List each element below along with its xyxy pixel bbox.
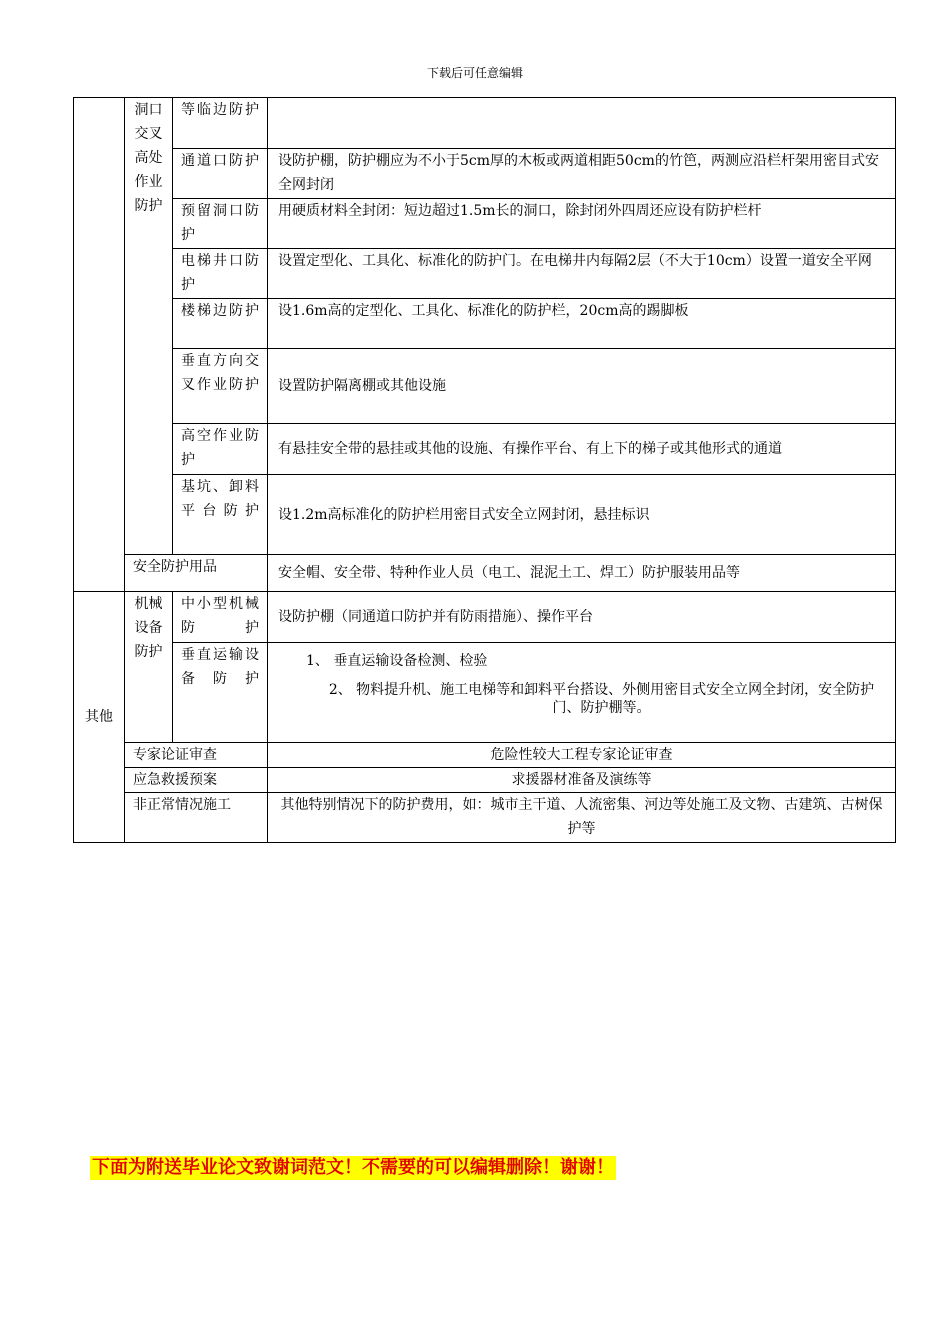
table-row [74, 475, 896, 555]
item-content: 设防护棚，防护棚应为不小于5cm厚的木板或两道相距50cm的竹笆，两测应沿栏杆架用密目式安全网封闭 [268, 149, 896, 199]
appendix-note: 下面为附送毕业论文致谢词范文！不需要的可以编辑删除！谢谢！ [92, 1157, 614, 1178]
table-row [74, 199, 896, 249]
item-content: 危险性较大工程专家论证审查 [268, 743, 896, 768]
category-other: 其他 [74, 592, 125, 843]
item-content: 设防护棚（同通道口防护并有防雨措施）、操作平台 [268, 592, 896, 643]
item-content: 用硬质材料全封闭：短边超过1.5m长的洞口，除封闭外四周还应设有防护栏杆 [268, 199, 896, 249]
list-item: 2、 物料提升机、施工电梯等和卸料平台搭设、外侧用密目式安全立网全封闭，安全防护门、防护棚等。 [328, 682, 875, 716]
page-header: 下载后可任意编辑 [426, 66, 523, 80]
item-label: 高空作业防护 [173, 424, 268, 475]
table-row [74, 349, 896, 424]
blank-category-cell [74, 98, 125, 592]
table-row [74, 299, 896, 349]
table-row [74, 98, 896, 149]
item-label: 通道口防护 [173, 149, 268, 199]
item-label: 预留洞口防护 [173, 199, 268, 249]
list-item: 1、 垂直运输设备检测、检验 [306, 653, 488, 669]
item-content [268, 98, 896, 149]
table-row [74, 743, 896, 768]
table-row [74, 592, 896, 643]
category-cross-protection: 洞口交叉高处作业防护 [125, 98, 173, 555]
item-content: 安全帽、安全带、特种作业人员（电工、混泥土工、焊工）防护服装用品等 [268, 555, 896, 592]
table-row [74, 149, 896, 199]
item-label: 垂直运输设备防护 [173, 643, 268, 743]
item-label: 等临边防护 [173, 98, 268, 149]
table-row [74, 793, 896, 843]
item-label: 中小型机械防护 [173, 592, 268, 643]
protection-cost-table [73, 97, 896, 843]
item-label: 楼梯边防护 [173, 299, 268, 349]
item-content: 其他特别情况下的防护费用，如：城市主干道、人流密集、河边等处施工及文物、古建筑、古树保护等 [268, 793, 896, 843]
item-label: 电梯井口防护 [173, 249, 268, 299]
item-label: 非正常情况施工 [125, 793, 268, 843]
table-row [74, 768, 896, 793]
item-content: 求援器材准备及演练等 [268, 768, 896, 793]
item-label: 专家论证审查 [125, 743, 268, 768]
item-content [268, 643, 896, 743]
table-row [74, 643, 896, 743]
item-content: 设1.2m高标准化的防护栏用密目式安全立网封闭，悬挂标识 [268, 475, 896, 555]
item-label: 安全防护用品 [125, 555, 268, 592]
item-content: 设置定型化、工具化、标准化的防护门。在电梯井内每隔2层（不大于10cm）设置一道安全平网 [268, 249, 896, 299]
item-content: 有悬挂安全带的悬挂或其他的设施、有操作平台、有上下的梯子或其他形式的通道 [268, 424, 896, 475]
table-row [74, 424, 896, 475]
item-content: 设1.6m高的定型化、工具化、标准化的防护栏，20cm高的踢脚板 [268, 299, 896, 349]
category-machine-protection: 机械设备防护 [125, 592, 173, 743]
item-label: 应急救援预案 [125, 768, 268, 793]
table-row [74, 249, 896, 299]
item-label: 基坑、卸料平台防护 [173, 475, 268, 555]
item-label: 垂直方向交叉作业防护 [173, 349, 268, 424]
item-content: 设置防护隔离棚或其他设施 [268, 349, 896, 424]
table-row [74, 555, 896, 592]
